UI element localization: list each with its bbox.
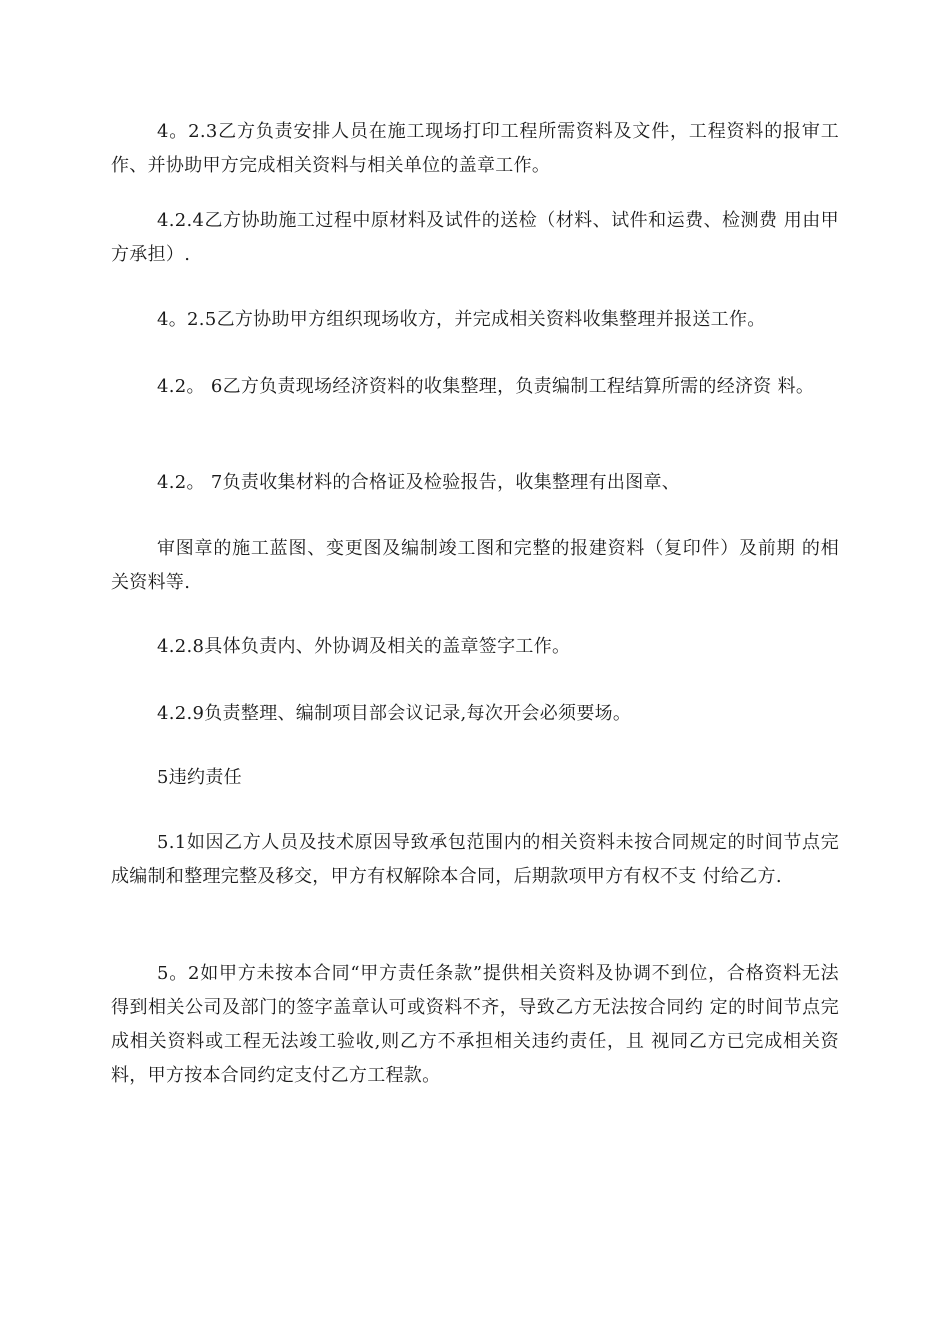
clause-4-2-3: 4。2.3乙方负责安排人员在施工现场打印工程所需资料及文件，工程资料的报审工作、并协助甲方完成相关资料与相关单位的盖章工作。 — [111, 121, 839, 176]
clause-4-2-4: 4.2.4乙方协助施工过程中原材料及试件的送检（材料、试件和运费、检测费 用由甲方承担）. — [111, 210, 839, 265]
clause-5-2: 5。2如甲方未按本合同“甲方责任条款”提供相关资料及协调不到位，合格资料无法得到相关公司及部门的签字盖章认可或资料不齐，导致乙方无法按合同约 定的时间节点完成相关资料或工程无法竣工验收,则乙方不承担相关违约责任，且 视同乙方已完成相关资料，甲方按本合同约定支付乙方工程款。 — [111, 963, 839, 1086]
clause-4-2-9: 4.2.9负责整理、编制项目部会议记录,每次开会必须要场。 — [157, 703, 632, 724]
clause-4-2-6: 4.2。 6乙方负责现场经济资料的收集整理，负责编制工程结算所需的经济资 料。 — [157, 376, 815, 397]
clause-4-2-7: 4.2。 7负责收集材料的合格证及检验报告，收集整理有出图章、 — [157, 472, 681, 493]
clause-4-2-7-continued: 审图章的施工蓝图、变更图及编制竣工图和完整的报建资料（复印件）及前期 的相关资料等. — [111, 538, 839, 593]
section-5-heading: 5违约责任 — [157, 767, 242, 788]
clause-5-1: 5.1如因乙方人员及技术原因导致承包范围内的相关资料未按合同规定的时间节点完成编制和整理完整及移交，甲方有权解除本合同，后期款项甲方有权不支 付给乙方. — [111, 832, 839, 887]
clause-4-2-5: 4。2.5乙方协助甲方组织现场收方，并完成相关资料收集整理并报送工作。 — [157, 309, 766, 330]
clause-4-2-8: 4.2.8具体负责内、外协调及相关的盖章签字工作。 — [157, 636, 571, 657]
